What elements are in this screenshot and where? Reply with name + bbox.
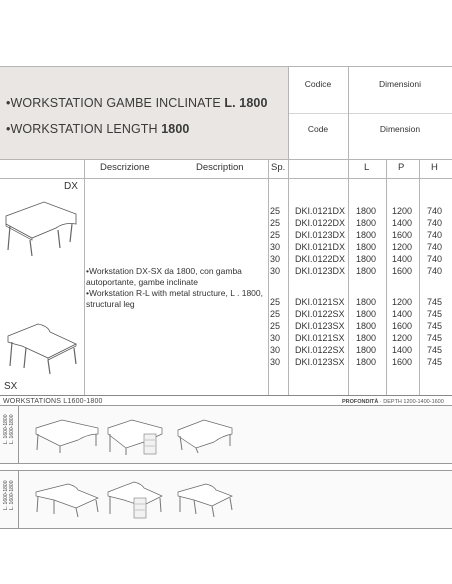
length-cell: 1800 xyxy=(356,297,377,307)
height-cell: 745 xyxy=(427,345,443,355)
description-italian: •Workstation DX-SX da 1800, con gamba autoportante, gambe inclinate xyxy=(86,266,242,287)
table-row xyxy=(266,357,452,369)
height-cell: 740 xyxy=(427,206,443,216)
length-cell: 1800 xyxy=(356,254,377,264)
code-cell: DKI.0123DX xyxy=(295,266,346,276)
variant-desk-2 xyxy=(104,414,166,456)
length-cell: 1800 xyxy=(356,266,377,276)
length-cell: 1800 xyxy=(356,333,377,343)
thickness-cell: 25 xyxy=(270,218,281,228)
length-cell: 1800 xyxy=(356,309,377,319)
depth-cell: 1200 xyxy=(392,333,413,343)
height-cell: 740 xyxy=(427,218,443,228)
desk-dx-image xyxy=(2,194,82,258)
table-row xyxy=(266,309,452,321)
thickness-cell: 25 xyxy=(270,206,281,216)
height-cell: 740 xyxy=(427,242,443,252)
divider xyxy=(18,470,19,528)
col-descrizione: Descrizione xyxy=(100,162,150,173)
depth-cell: 1400 xyxy=(392,254,413,264)
length-cell: 1800 xyxy=(356,321,377,331)
table-row xyxy=(266,321,452,333)
length-cell: 1800 xyxy=(356,218,377,228)
code-cell: DKI.0123SX xyxy=(295,357,345,367)
code-cell: DKI.0122DX xyxy=(295,254,346,264)
divider xyxy=(0,159,452,160)
footer-depth-label: PROFONDITÀ · DEPTH 1200-1400-1600 xyxy=(342,399,444,405)
band-1-size-label: L. 1600-1800 xyxy=(3,414,9,444)
depth-cell: 1200 xyxy=(392,297,413,307)
depth-cell: 1200 xyxy=(392,242,413,252)
col-h: H xyxy=(431,162,438,173)
variant-desk-3 xyxy=(174,416,236,454)
table-row xyxy=(266,230,452,242)
code-label: Code xyxy=(307,124,329,134)
depth-cell: 1600 xyxy=(392,321,413,331)
table-row xyxy=(266,242,452,254)
divider xyxy=(0,528,452,529)
code-cell: DKI.0123SX xyxy=(295,321,345,331)
thickness-cell: 25 xyxy=(270,230,281,240)
code-cell: DKI.0122SX xyxy=(295,309,345,319)
thickness-cell: 30 xyxy=(270,345,281,355)
depth-cell: 1600 xyxy=(392,357,413,367)
code-cell: DKI.0122SX xyxy=(295,345,345,355)
height-cell: 745 xyxy=(427,333,443,343)
thickness-cell: 30 xyxy=(270,242,281,252)
depth-cell: 1400 xyxy=(392,218,413,228)
sx-label: SX xyxy=(4,381,18,392)
height-cell: 745 xyxy=(427,309,443,319)
col-l: L xyxy=(364,162,370,173)
length-cell: 1800 xyxy=(356,357,377,367)
table-row xyxy=(266,218,452,230)
dx-label: DX xyxy=(64,181,78,192)
height-cell: 745 xyxy=(427,357,443,367)
thickness-cell: 30 xyxy=(270,357,281,367)
table-row xyxy=(266,297,452,309)
height-cell: 740 xyxy=(427,266,443,276)
divider xyxy=(0,470,452,471)
variant-desk-5 xyxy=(104,476,166,520)
height-cell: 740 xyxy=(427,230,443,240)
table-row xyxy=(266,345,452,357)
code-cell: DKI.0123DX xyxy=(295,230,346,240)
variant-desk-1 xyxy=(32,416,102,454)
code-cell: DKI.0121DX xyxy=(295,242,346,252)
length-cell: 1800 xyxy=(356,345,377,355)
depth-cell: 1400 xyxy=(392,309,413,319)
header-title-panel xyxy=(0,66,288,159)
desk-sx-image xyxy=(2,312,82,376)
code-cell: DKI.0121DX xyxy=(295,206,346,216)
thickness-cell: 25 xyxy=(270,309,281,319)
codice-label: Codice xyxy=(304,79,332,89)
height-cell: 740 xyxy=(427,254,443,264)
thickness-cell: 30 xyxy=(270,254,281,264)
dimension-label: Dimension xyxy=(379,124,421,134)
product-description xyxy=(86,266,268,310)
depth-cell: 1400 xyxy=(392,345,413,355)
variant-desk-4 xyxy=(32,478,102,518)
table-row xyxy=(266,254,452,266)
height-cell: 745 xyxy=(427,321,443,331)
depth-cell: 1600 xyxy=(392,266,413,276)
table-row xyxy=(266,266,452,278)
thickness-cell: 25 xyxy=(270,321,281,331)
title-english: •WORKSTATION LENGTH 1800 xyxy=(6,122,190,136)
band-2-size-label: L. 1600-1800 xyxy=(9,480,15,510)
col-sp: Sp. xyxy=(271,162,286,173)
divider xyxy=(0,463,452,464)
title-italian: •WORKSTATION GAMBE INCLINATE L. 1800 xyxy=(6,96,268,110)
divider xyxy=(348,66,349,159)
thickness-cell: 30 xyxy=(270,333,281,343)
band-2-size-label: L. 1600-1800 xyxy=(3,480,9,510)
table-row xyxy=(266,206,452,218)
thickness-cell: 25 xyxy=(270,297,281,307)
divider xyxy=(288,113,452,114)
depth-cell: 1600 xyxy=(392,230,413,240)
thickness-cell: 30 xyxy=(270,266,281,276)
divider xyxy=(84,159,85,395)
code-cell: DKI.0121SX xyxy=(295,297,345,307)
divider xyxy=(0,405,452,406)
divider xyxy=(288,66,289,159)
length-cell: 1800 xyxy=(356,242,377,252)
height-cell: 745 xyxy=(427,297,443,307)
description-english: •Workstation R-L with metal structure, L . 1800, structural leg xyxy=(86,288,263,309)
footer-collection-label: WORKSTATIONS L1600-1800 xyxy=(3,398,103,405)
divider xyxy=(0,66,452,67)
dimensioni-label: Dimensioni xyxy=(378,79,422,89)
band-1-size-label: L. 1600-1800 xyxy=(9,414,15,444)
variant-desk-6 xyxy=(174,478,236,518)
divider xyxy=(0,178,452,179)
col-description: Description xyxy=(196,162,244,173)
divider xyxy=(0,395,452,396)
table-row xyxy=(266,333,452,345)
length-cell: 1800 xyxy=(356,206,377,216)
depth-cell: 1200 xyxy=(392,206,413,216)
divider xyxy=(18,405,19,463)
col-p: P xyxy=(398,162,405,173)
length-cell: 1800 xyxy=(356,230,377,240)
code-cell: DKI.0122DX xyxy=(295,218,346,228)
code-cell: DKI.0121SX xyxy=(295,333,345,343)
